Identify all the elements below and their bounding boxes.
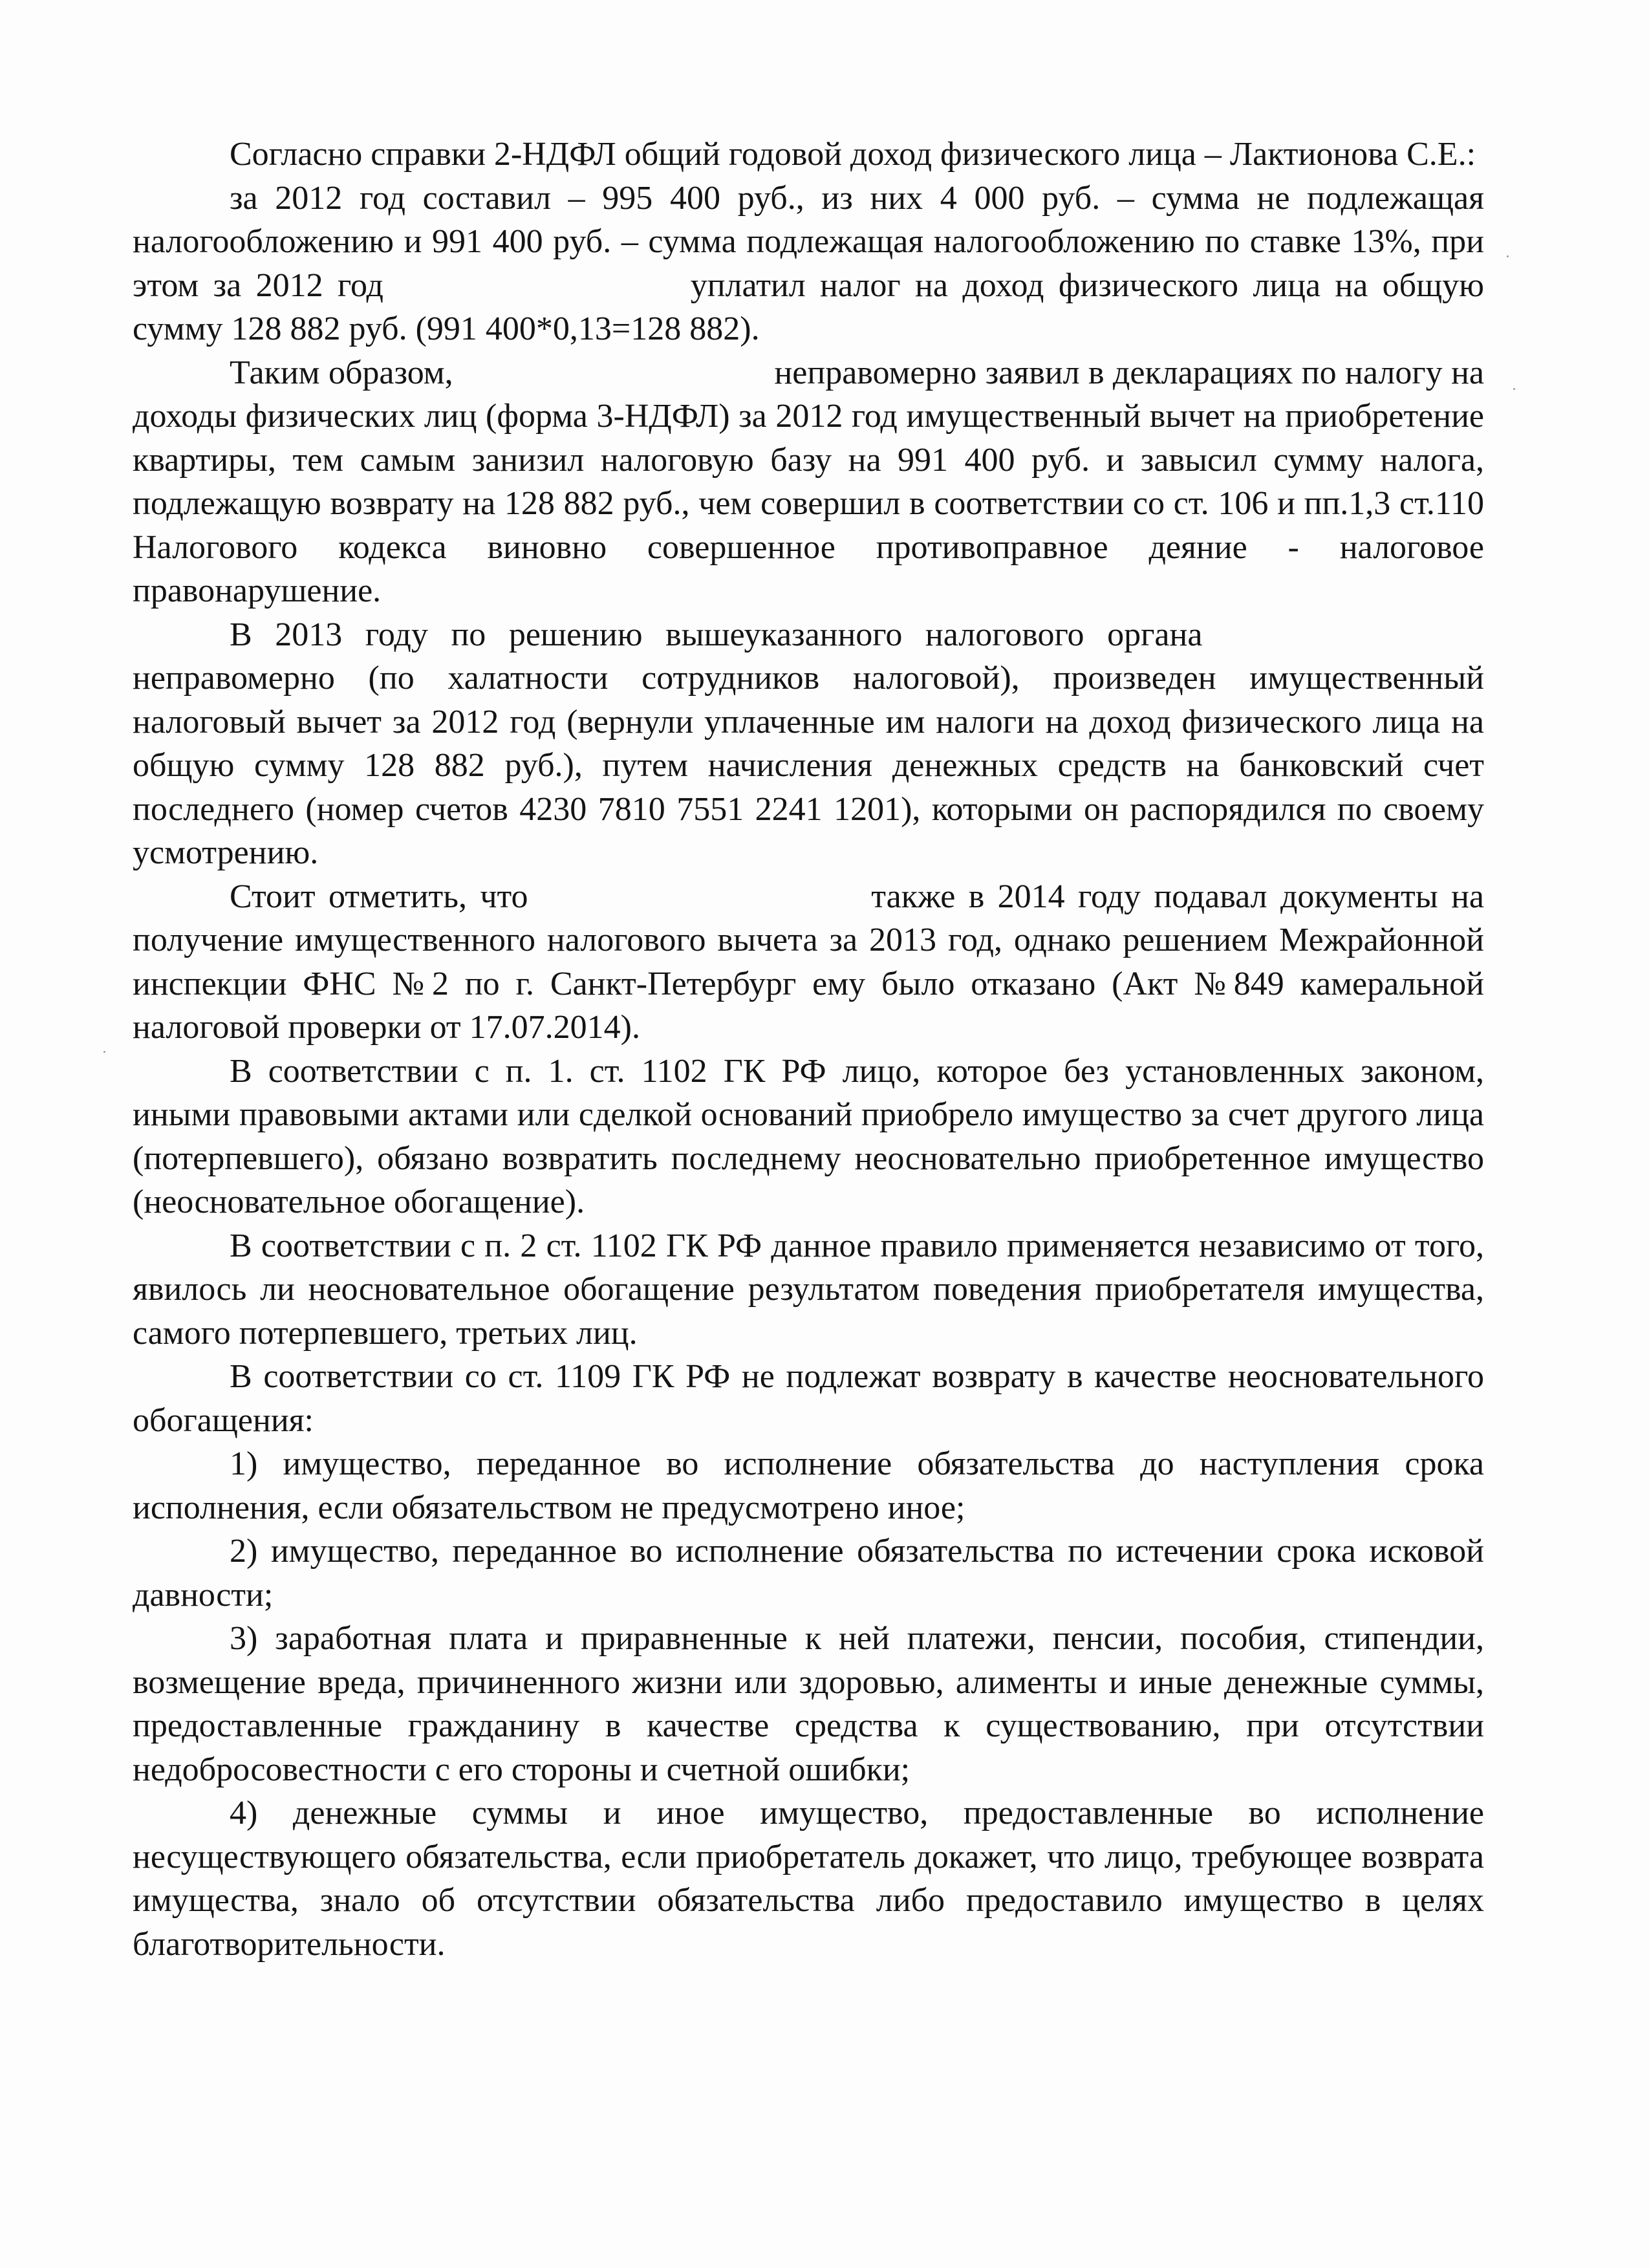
paragraph-text: уплатил налог на доход физического лица на общую сумму 128 882 руб. (991 400*0,13=128 882). (133, 266, 1484, 347)
paragraph-civil-code-1102-1 (133, 1050, 1484, 1224)
paragraph-text: неправомерно (по халатности сотрудников налоговой), произведен имущественный налоговый вычет за 2012 год (вернули уплаченные им налоги на доход физического лица на общую сумму 128 882 руб.), путем начисления денежных средств на банковский счет последнего (номер счетов 4230 7810 7551 2241 1201), которыми он распорядился по своему усмотрению. (133, 660, 1484, 871)
document-body (133, 133, 1484, 1966)
paragraph-text: за 2012 год составил – 995 400 руб., из них 4 000 руб. – сумма не подлежащая налогообложению и 991 400 руб. – сумма подлежащая налогообложению по ставке 13%, при этом за 2012 год (133, 179, 1484, 304)
paragraph-text: В соответствии с п. 1. ст. 1102 ГК РФ лицо, которое без установленных законом, иными правовыми актами или сделкой оснований приобрело имущество за счет другого лица (потерпевшего), обязано возвратить последнему неосновательно приобретенное имущество (неосновательное обогащение). (133, 1052, 1484, 1220)
scan-speck (1507, 255, 1509, 257)
list-item-4 (133, 1791, 1484, 1966)
paragraph-civil-code-1109 (133, 1355, 1484, 1442)
list-item-3 (133, 1617, 1484, 1791)
paragraph-text: Стоит отметить, что (230, 878, 528, 915)
paragraph-text: В 2013 году по решению вышеуказанного налогового органа (230, 616, 1203, 653)
paragraph-text: 3) заработная плата и приравненные к ней платежи, пенсии, пособия, стипендии, возмещение вреда, причиненного жизни или здоровью, алименты и иные денежные суммы, предоставленные гражданину в качестве средства к существованию, при отсутствии недобросовестности с его стороны и счетной ошибки; (133, 1620, 1484, 1788)
paragraph-income-2012 (133, 177, 1484, 351)
paragraph-text: также в 2014 году подавал документы на получение имущественного налогового вычета за 2013 год, однако решением Межрайонной инспекции ФНС №2 по г. Санкт-Петербург ему было отказано (Акт №849 камеральной налоговой проверки от 17.07.2014). (133, 878, 1484, 1046)
paragraph-text: Согласно справки 2-НДФЛ общий годовой доход физического лица – Лактионова С.Е.: (230, 136, 1476, 173)
scan-speck (103, 1051, 105, 1053)
paragraph-text: В соответствии со ст. 1109 ГК РФ не подлежат возврату в качестве неосновательного обогащения: (133, 1358, 1484, 1439)
paragraph-text: Таким образом, (230, 354, 453, 391)
paragraph-refusal-2014 (133, 875, 1484, 1050)
paragraph-text: неправомерно заявил в декларациях по налогу на доходы физических лиц (форма 3-НДФЛ) за 2012 год имущественный вычет на приобретение квартиры, тем самым занизил налоговую базу на 991 400 руб. и завысил сумму налога, подлежащую возврату на 128 882 руб., чем совершил в соответствии со ст. 106 и пп.1,3 ст.110 Налогового кодекса виновно совершенное противоправное деяние - налоговое правонарушение. (133, 354, 1484, 609)
list-item-1 (133, 1442, 1484, 1529)
paragraph-text: 4) денежные суммы и иное имущество, предоставленные во исполнение несуществующего обязательства, если приобретатель докажет, что лицо, требующее возврата имущества, знало об отсутствии обязательства либо предоставило имущество в целях благотворительности. (133, 1795, 1484, 1963)
list-item-2 (133, 1529, 1484, 1617)
paragraph-income-statement (133, 133, 1484, 177)
scan-speck (1513, 388, 1515, 390)
paragraph-civil-code-1102-2 (133, 1224, 1484, 1355)
paragraph-text: В соответствии с п. 2 ст. 1102 ГК РФ данное правило применяется независимо от того, явилось ли неосновательное обогащение результатом поведения приобретателя имущества, самого потерпевшего, третьих лиц. (133, 1227, 1484, 1352)
paragraph-text: 2) имущество, переданное во исполнение обязательства по истечении срока исковой давности; (133, 1533, 1484, 1614)
paragraph-conclusion (133, 351, 1484, 613)
paragraph-tax-deduction-2013 (133, 613, 1484, 875)
paragraph-text: 1) имущество, переданное во исполнение обязательства до наступления срока исполнения, если обязательством не предусмотрено иное; (133, 1445, 1484, 1526)
